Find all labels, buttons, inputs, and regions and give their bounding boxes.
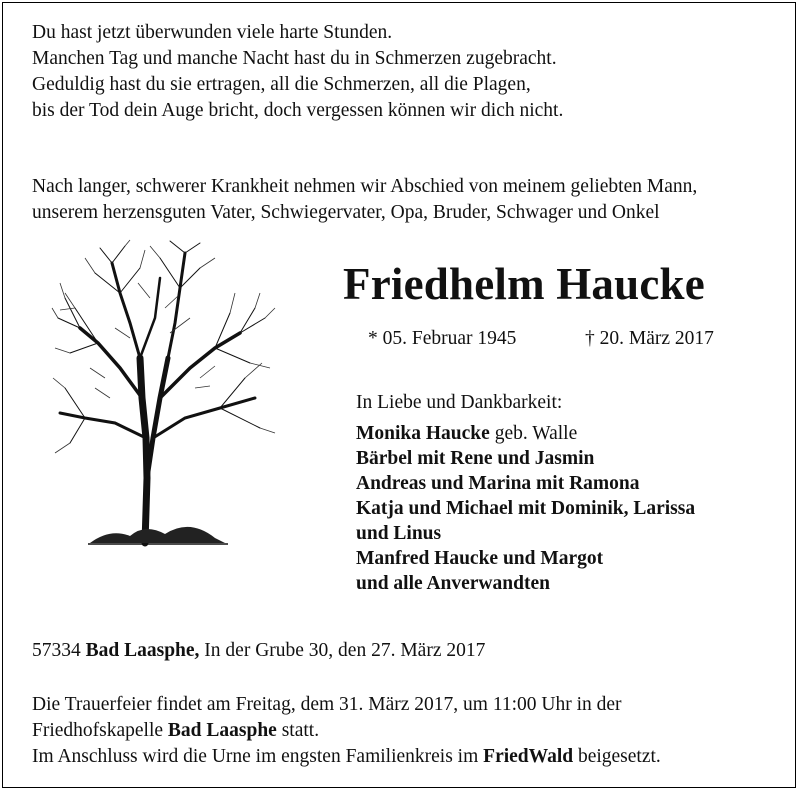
death-date: † 20. März 2017 [585, 328, 714, 349]
family-member-3: Andreas und Marina mit Ramona [356, 473, 640, 494]
funeral-line-1: Die Trauerfeier findet am Freitag, dem 31. März 2017, um 11:00 Uhr in der [32, 694, 622, 715]
tree-icon [50, 238, 280, 550]
address-city: Bad Laasphe, [85, 640, 200, 661]
address-rest: In der Grube 30, den 27. März 2017 [199, 640, 486, 661]
funeral-line-3 [32, 745, 661, 769]
poem-line-2: Manchen Tag und manche Nacht hast du in Schmerzen zugebracht. [32, 48, 557, 69]
funeral-line-3-b: beigesetzt. [573, 746, 661, 767]
birth-date: * 05. Februar 1945 [368, 328, 517, 349]
family-member-1 [356, 421, 577, 446]
address-line [32, 639, 485, 663]
poem-line-4: bis der Tod dein Auge bricht, doch vergessen können wir dich nicht. [32, 100, 564, 121]
address-zip: 57334 [32, 640, 81, 661]
family-member-2: Bärbel mit Rene und Jasmin [356, 448, 595, 469]
family-member-1-name: Monika Haucke [356, 423, 490, 444]
funeral-line-2-a: Friedhofskapelle [32, 720, 168, 741]
family-member-4: Katja und Michael mit Dominik, Larissa [356, 498, 696, 519]
funeral-location: Bad Laasphe [167, 720, 277, 741]
family-member-6: Manfred Haucke und Margot [356, 548, 604, 569]
poem-line-1: Du hast jetzt überwunden viele harte Stunden. [32, 22, 393, 43]
poem-line-3: Geduldig hast du sie ertragen, all die Schmerzen, all die Plagen, [32, 74, 531, 95]
family-member-5: und Linus [356, 523, 442, 544]
deceased-name: Friedhelm Haucke [343, 259, 705, 309]
family-heading: In Liebe und Dankbarkeit: [356, 392, 563, 413]
family-member-1-rest: geb. Walle [489, 423, 578, 444]
intro-line-1: Nach langer, schwerer Krankheit nehmen wir Abschied von meinem geliebten Mann, [32, 176, 698, 197]
funeral-line-2-b: statt. [276, 720, 320, 741]
funeral-line-2 [32, 719, 319, 743]
family-member-7: und alle Anverwandten [356, 573, 550, 594]
funeral-line-3-a: Im Anschluss wird die Urne im engsten Familienkreis im [32, 746, 484, 767]
friedwald-name: FriedWald [483, 746, 574, 767]
intro-line-2: unserem herzensguten Vater, Schwiegervater, Opa, Bruder, Schwager und Onkel [32, 202, 660, 223]
